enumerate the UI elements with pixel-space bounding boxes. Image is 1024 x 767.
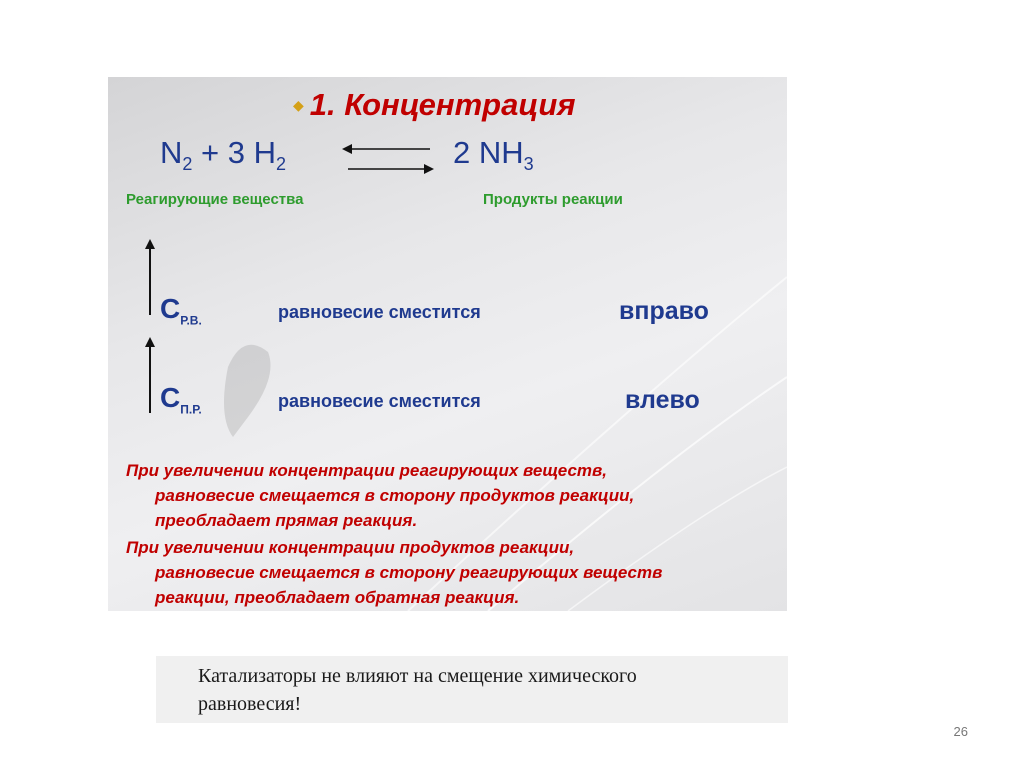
hydrogen-term: + 3 H — [192, 135, 276, 170]
concentration-products-label — [160, 382, 202, 417]
diamond-bullet-icon: ◆ — [293, 96, 304, 113]
note-line: Катализаторы не влияют на смещение химического — [198, 665, 637, 687]
paragraph1-line: преобладает прямая реакция. — [155, 511, 418, 530]
concentration-symbol: С — [160, 382, 181, 413]
slide-title-row — [293, 85, 576, 125]
reactants-label: Реагирующие вещества — [126, 191, 304, 208]
slide-title: 1. Концентрация — [309, 87, 576, 122]
paragraph1-line: При увеличении концентрации реагирующих веществ, — [126, 461, 608, 480]
paragraph2-line: При увеличении концентрации продуктов реакции, — [126, 538, 575, 557]
note-line: равновесия! — [198, 693, 302, 715]
up-arrow-icon — [142, 335, 158, 415]
paragraph-products-increase — [126, 535, 786, 610]
nitrogen-symbol: N — [160, 135, 183, 170]
row2-direction: влево — [625, 386, 700, 414]
up-arrow-icon — [142, 237, 158, 317]
ammonia-subscript: 3 — [523, 154, 534, 175]
concentration-reactants-label — [160, 293, 202, 328]
products-label: Продукты реакции — [483, 191, 623, 208]
products-subscript: П.Р. — [180, 402, 202, 417]
catalyst-note — [156, 656, 788, 723]
row1-text: равновесие сместится — [278, 302, 481, 322]
page-number: 26 — [953, 724, 968, 739]
runner-silhouette — [224, 345, 271, 437]
paragraph1-line: равновесие смещается в сторону продуктов реакции, — [155, 486, 635, 505]
slide-image — [108, 77, 787, 611]
nitrogen-subscript: 2 — [182, 154, 193, 175]
equation-products — [453, 135, 534, 175]
row1-direction: вправо — [619, 297, 709, 325]
concentration-symbol: С — [160, 293, 181, 324]
equation-reactants — [160, 135, 286, 175]
ammonia-term: 2 NH — [453, 135, 524, 170]
paragraph2-line: реакции, преобладает обратная реакция. — [155, 588, 520, 607]
paragraph-reactants-increase — [126, 458, 786, 533]
row2-text: равновесие сместится — [278, 391, 481, 411]
equilibrium-arrows-icon — [338, 139, 438, 179]
paragraph2-line: равновесие смещается в сторону реагирующих веществ — [155, 563, 663, 582]
reactants-subscript: Р.В. — [180, 313, 202, 328]
hydrogen-subscript: 2 — [275, 154, 286, 175]
